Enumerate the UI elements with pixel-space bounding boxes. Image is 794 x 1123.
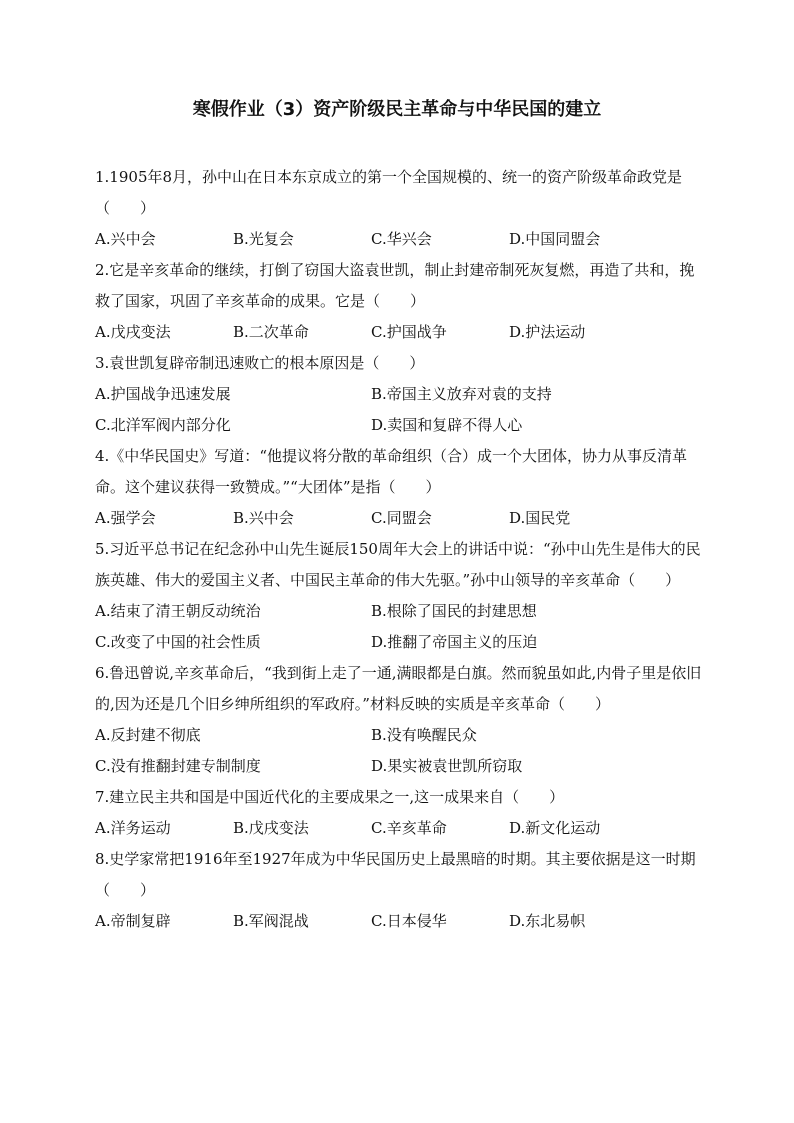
option-c: C.同盟会 [371, 509, 432, 527]
option-b: B.帝国主义放弃对袁的支持 [371, 385, 552, 403]
option-c: C.北洋军阀内部分化 [95, 416, 231, 434]
option-a: A.结束了清王朝反动统治 [95, 602, 261, 620]
option-d: D.中国同盟会 [509, 230, 601, 248]
option-a: A.戊戌变法 [95, 323, 171, 341]
option-b: B.根除了国民的封建思想 [371, 602, 537, 620]
options-row [95, 906, 705, 937]
option-c: C.改变了中国的社会性质 [95, 633, 261, 651]
question-7 [95, 782, 705, 844]
option-d: D.果实被袁世凯所窃取 [371, 757, 523, 775]
options-row [95, 720, 705, 751]
question-stem: 6.鲁迅曾说,辛亥革命后，“我到街上走了一通,满眼都是白旗。然而貌虽如此,内骨子里是依旧的,因为还是几个旧乡绅所组织的军政府。”材料反映的实质是辛亥革命（ ） [95, 664, 702, 713]
options-row [95, 317, 705, 348]
options-row [95, 627, 705, 658]
option-d: D.新文化运动 [509, 819, 601, 837]
option-c: C.华兴会 [371, 230, 432, 248]
options-row [95, 410, 705, 441]
option-a: A.护国战争迅速发展 [95, 385, 231, 403]
option-b: B.光复会 [233, 230, 294, 248]
option-c: C.护国战争 [371, 323, 447, 341]
options-row [95, 751, 705, 782]
question-6 [95, 658, 705, 782]
option-a: A.帝制复辟 [95, 912, 171, 930]
options-row [95, 224, 705, 255]
question-stem: 5.习近平总书记在纪念孙中山先生诞辰150周年大会上的讲话中说：“孙中山先生是伟大的民族英雄、伟大的爱国主义者、中国民主革命的伟大先驱。”孙中山领导的辛亥革命（ ） [95, 540, 701, 589]
option-b: B.二次革命 [233, 323, 309, 341]
option-d: D.护法运动 [509, 323, 586, 341]
question-4 [95, 441, 705, 534]
question-list [95, 162, 705, 937]
option-a: A.兴中会 [95, 230, 156, 248]
option-c: C.日本侵华 [371, 912, 447, 930]
question-stem: 4.《中华民国史》写道：“他提议将分散的革命组织（合）成一个大团体，协力从事反清革命。这个建议获得一致赞成。”“大团体”是指（ ） [95, 447, 687, 496]
question-5 [95, 534, 705, 658]
option-a: A.反封建不彻底 [95, 726, 201, 744]
option-b: B.没有唤醒民众 [371, 726, 477, 744]
option-b: B.戊戌变法 [233, 819, 309, 837]
options-row [95, 379, 705, 410]
question-2 [95, 255, 705, 348]
option-c: C.没有推翻封建专制制度 [95, 757, 261, 775]
option-d: D.国民党 [509, 509, 571, 527]
question-3 [95, 348, 705, 441]
option-a: A.洋务运动 [95, 819, 171, 837]
option-b: B.军阀混战 [233, 912, 309, 930]
option-c: C.辛亥革命 [371, 819, 447, 837]
options-row [95, 503, 705, 534]
question-8 [95, 844, 705, 937]
question-stem: 1.1905年8月，孙中山在日本东京成立的第一个全国规模的、统一的资产阶级革命政党是（ ） [95, 168, 683, 217]
option-d: D.推翻了帝国主义的压迫 [371, 633, 538, 651]
options-row [95, 596, 705, 627]
option-b: B.兴中会 [233, 509, 294, 527]
question-stem: 8.史学家常把1916年至1927年成为中华民国历史上最黑暗的时期。其主要依据是这一时期（ ） [95, 850, 696, 899]
option-d: D.东北易帜 [509, 912, 586, 930]
option-a: A.强学会 [95, 509, 156, 527]
option-d: D.卖国和复辟不得人心 [371, 416, 523, 434]
page-title: 寒假作业（3）资产阶级民主革命与中华民国的建立 [192, 99, 602, 120]
options-row [95, 813, 705, 844]
question-stem: 7.建立民主共和国是中国近代化的主要成果之一,这一成果来自（ ） [95, 788, 565, 806]
question-stem: 2.它是辛亥革命的继续，打倒了窃国大盗袁世凯，制止封建帝制死灰复燃，再造了共和，挽救了国家，巩固了辛亥革命的成果。它是（ ） [95, 261, 695, 310]
question-1 [95, 162, 705, 255]
question-stem: 3.袁世凯复辟帝制迅速败亡的根本原因是（ ） [95, 354, 425, 372]
